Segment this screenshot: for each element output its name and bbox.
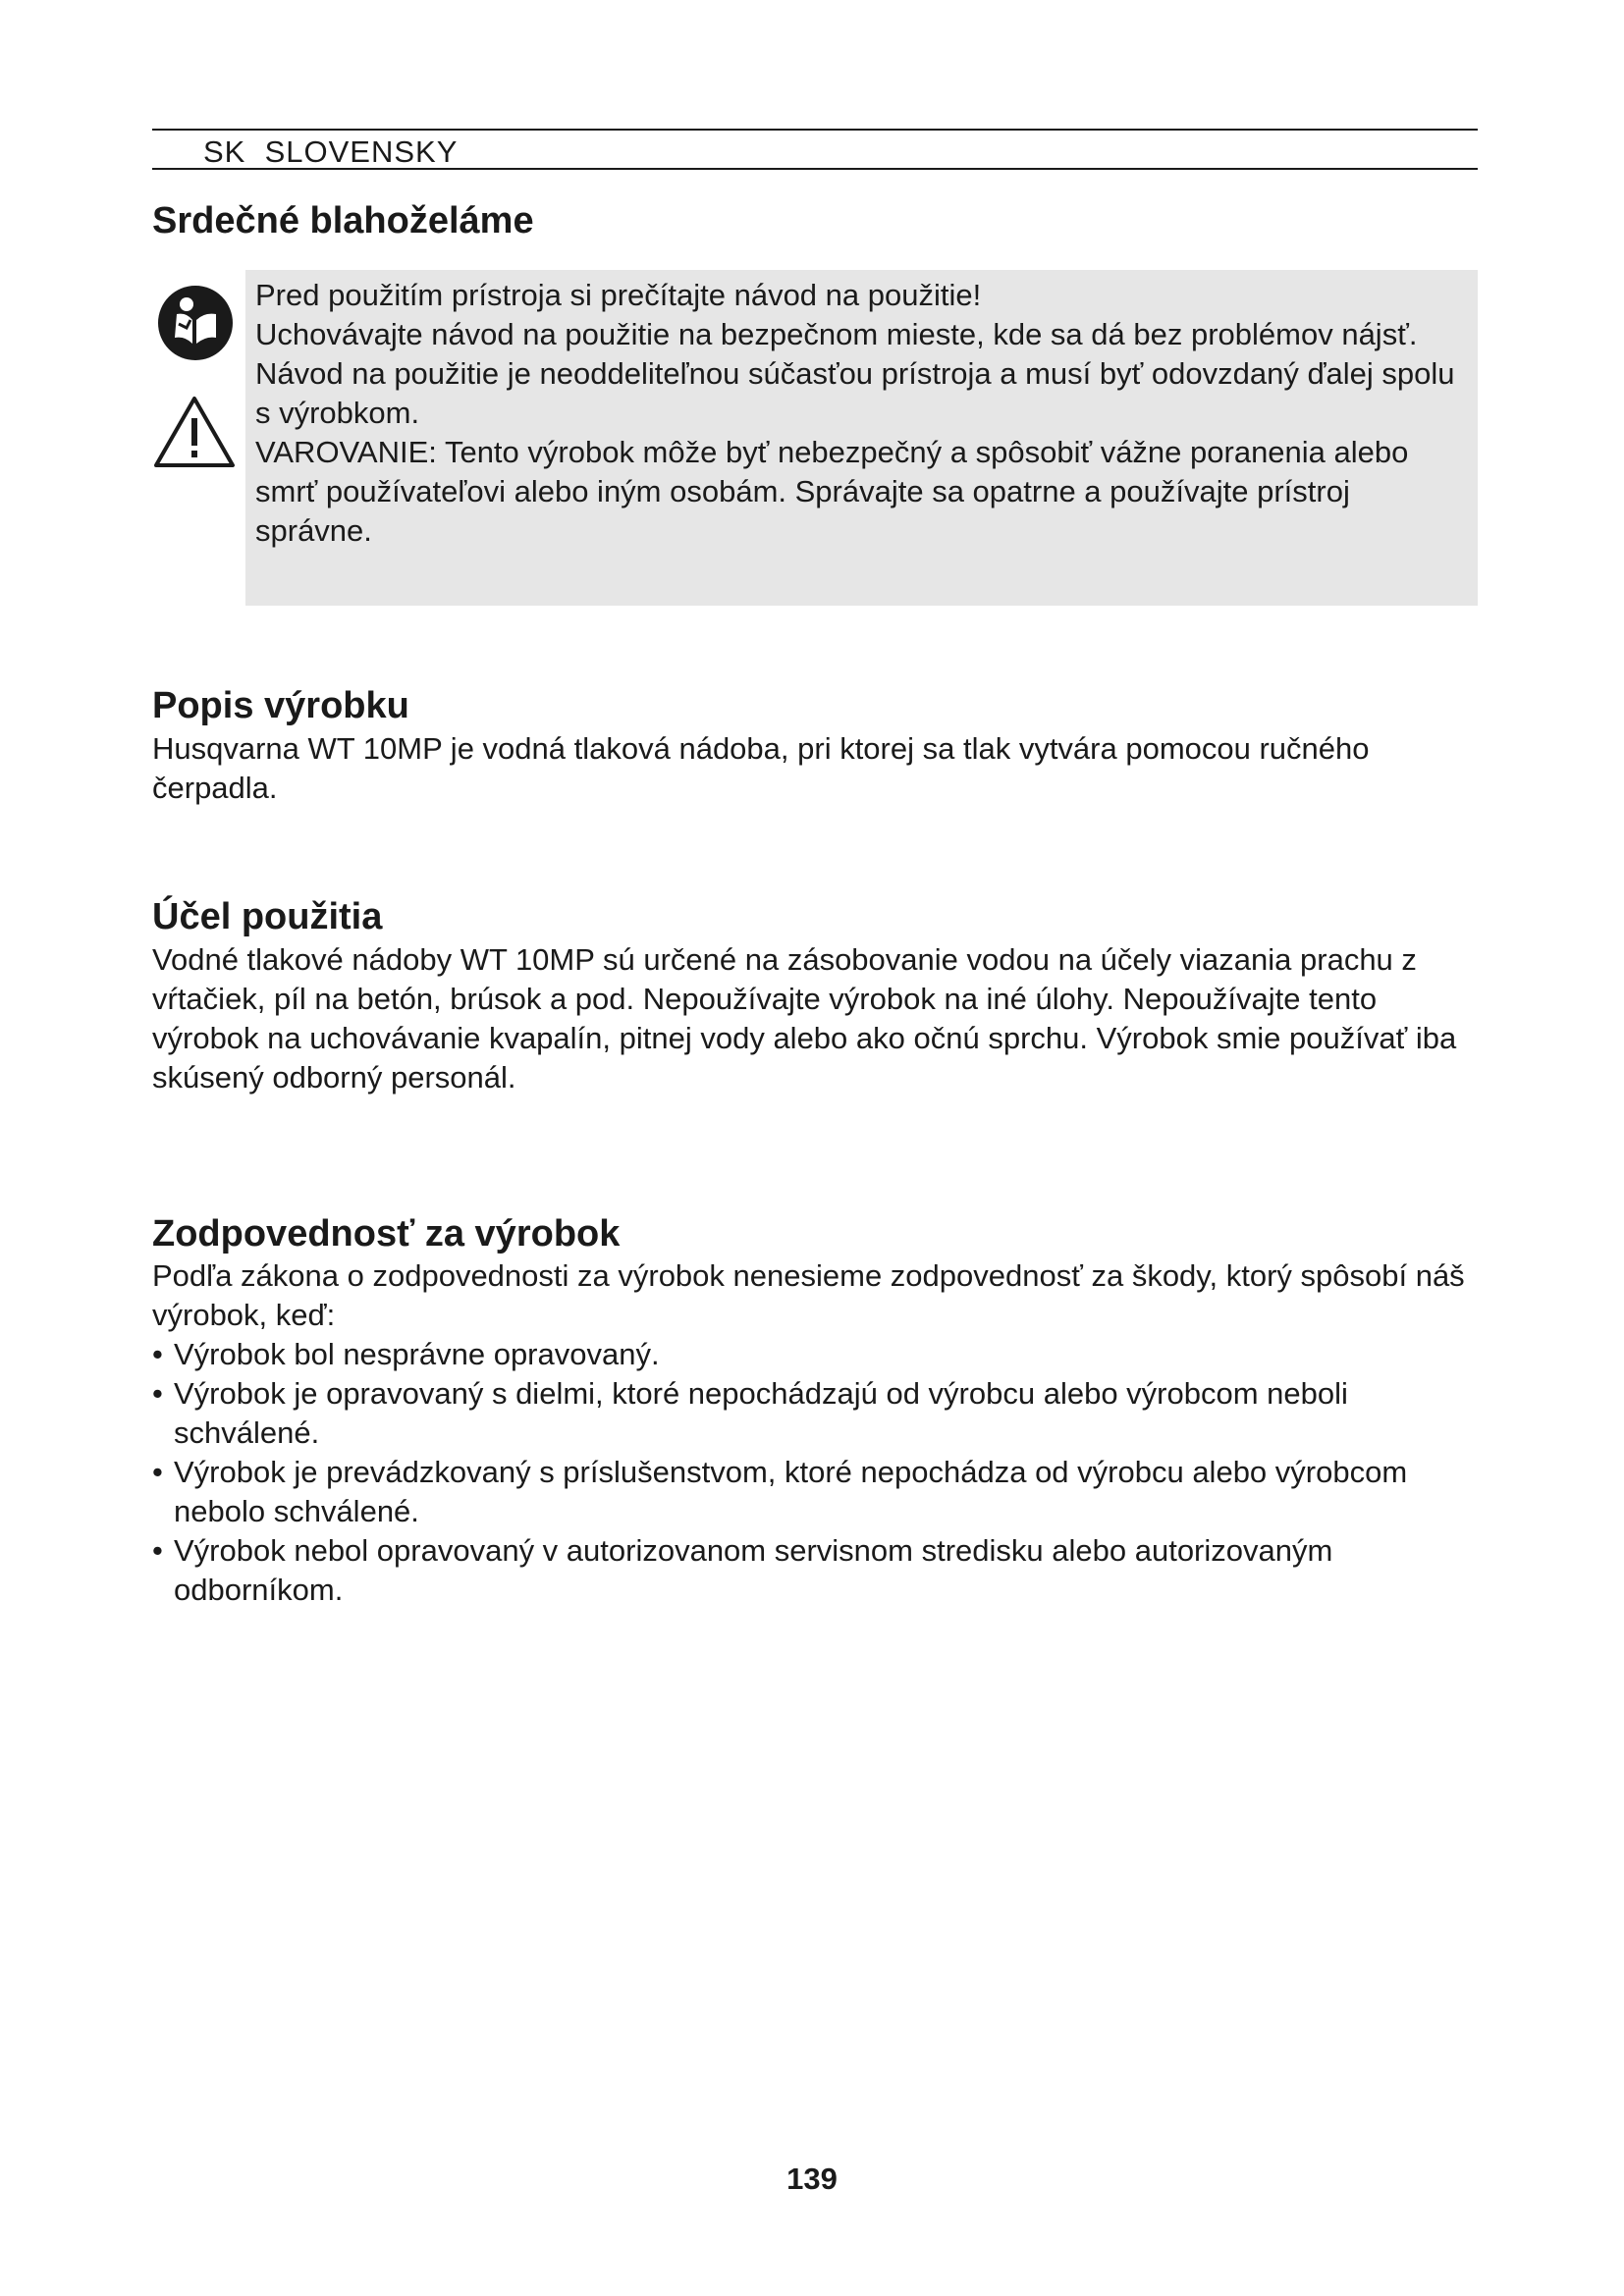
congrats-heading: Srdečné blahoželáme [152,200,534,241]
notice-line-keep-manual: Uchovávajte návod na použitie na bezpečnom mieste, kde sa dá bez problémov nájsť. [255,317,1418,351]
list-item-text: Výrobok nebol opravovaný v autorizovanom servisnom stredisku alebo autorizovaným odborníkom. [174,1533,1333,1607]
purpose-heading: Účel použitia [152,896,383,937]
list-item [152,1531,1478,1610]
liability-list [152,1335,1478,1610]
list-item [152,1374,1478,1453]
notice-line-pass-on: Návod na použitie je neoddeliteľnou súčasťou prístroja a musí byť odovzdaný ďalej spolu s výrobkom. [255,356,1455,430]
list-item-text: Výrobok bol nesprávne opravovaný. [174,1337,660,1371]
language-code: SK [203,134,246,169]
warning-triangle-icon [152,395,237,469]
purpose-text: Vodné tlakové nádoby WT 10MP sú určené na zásobovanie vodou na účely viazania prachu z vŕtačiek, píl na betón, brúsok a pod. Nepoužívajte výrobok na iné úlohy. Nepoužívajte tento výrobok na uchovávanie kvapalín, pitnej vody alebo ako očnú sprchu. Výrobok smie používať iba skúsený odborný personál. [152,942,1457,1095]
description-heading: Popis výrobku [152,685,409,726]
list-item [152,1335,1478,1374]
list-item-text: Výrobok je prevádzkovaný s príslušenstvom, ktoré nepochádza od výrobcu alebo výrobcom nebolo schválené. [174,1455,1408,1528]
notice-line-warning: VAROVANIE: Tento výrobok môže byť nebezpečný a spôsobiť vážne poranenia alebo smrť používateľovi alebo iným osobám. Správajte sa opatrne a používajte prístroj správne. [255,435,1409,548]
notice-line-read-manual: Pred použitím prístroja si prečítajte návod na použitie! [255,278,982,312]
safety-notice-box [245,270,1478,606]
bullet-dot: • [152,1455,163,1489]
description-text: Husqvarna WT 10MP je vodná tlaková nádoba, pri ktorej sa tlak vytvára pomocou ručného čerpadla. [152,731,1370,805]
language-header [152,129,1478,170]
bullet-dot: • [152,1376,163,1411]
liability-heading: Zodpovednosť za výrobok [152,1213,621,1255]
bullet-dot: • [152,1337,163,1371]
liability-intro: Podľa zákona o zodpovednosti za výrobok nenesieme zodpovednosť za škody, ktorý spôsobí náš výrobok, keď: [152,1258,1465,1332]
language-name: SLOVENSKY [264,134,459,169]
bullet-dot: • [152,1533,163,1568]
list-item [152,1453,1478,1531]
read-manual-icon [157,285,234,361]
page-number: 139 [786,2162,838,2196]
list-item-text: Výrobok je opravovaný s dielmi, ktoré nepochádzajú od výrobcu alebo výrobcom neboli schválené. [174,1376,1348,1450]
language-header-text [203,136,458,168]
